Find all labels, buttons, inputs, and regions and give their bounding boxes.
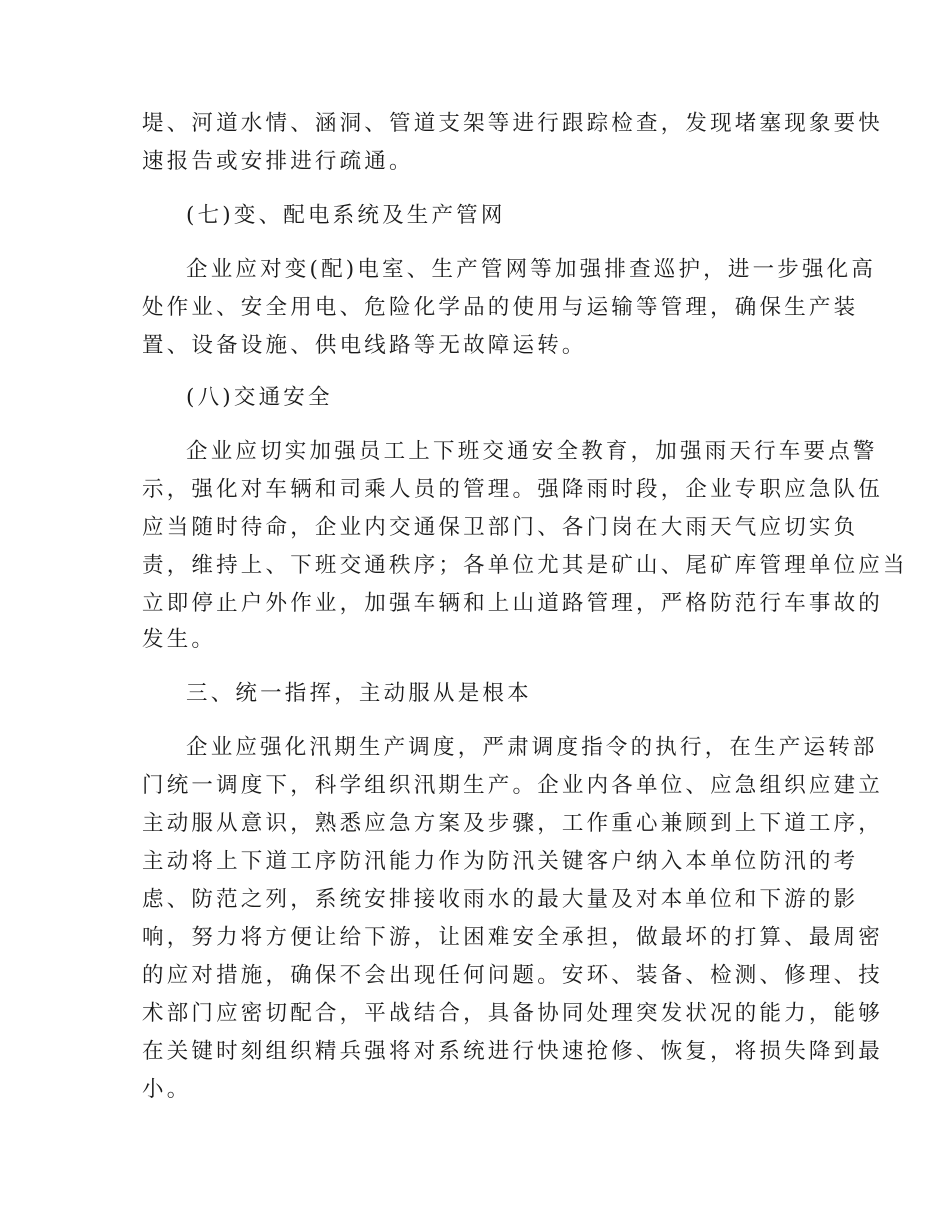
text-line: 堤、河道水情、涵洞、管道支架等进行跟踪检查，发现堵塞现象要快	[142, 111, 884, 136]
text-line: 虑、防范之列，系统安排接收雨水的最大量及对本单位和下游的影	[142, 887, 859, 912]
text-line: 主动服从意识，熟悉应急方案及步骤，工作重心兼顾到上下道工序，	[142, 811, 884, 836]
text-line: 应当随时待命，企业内交通保卫部门、各门岗在大雨天气应切实负	[142, 515, 859, 540]
text-line: 责，维持上、下班交通秩序；各单位尤其是矿山、尾矿库管理单位应当	[142, 553, 908, 578]
text-line: 速报告或安排进行疏通。	[142, 149, 414, 174]
text-line: 主动将上下道工序防汛能力作为防汛关键客户纳入本单位防汛的考	[142, 849, 859, 874]
text-line: 处作业、安全用电、危险化学品的使用与运输等管理，确保生产装	[142, 295, 859, 320]
text-line: 立即停止户外作业，加强车辆和上山道路管理，严格防范行车事故的	[142, 591, 884, 616]
text-line: 示，强化对车辆和司乘人员的管理。强降雨时段，企业专职应急队伍	[142, 477, 884, 502]
text-line: 在关键时刻组织精兵强将对系统进行快速抢修、恢复，将损失降到最	[142, 1039, 884, 1064]
text-line: 企业应对变(配)电室、生产管网等加强排查巡护，进一步强化高	[186, 257, 877, 282]
text-line: 发生。	[142, 627, 217, 652]
text-line: 置、设备设施、供电线路等无故障运转。	[142, 333, 587, 358]
text-line: 企业应切实加强员工上下班交通安全教育，加强雨天行车要点警	[186, 439, 878, 464]
text-line: 术部门应密切配合，平战结合，具备协同处理突发状况的能力，能够	[142, 1001, 884, 1026]
section-heading: (七)变、配电系统及生产管网	[186, 203, 506, 228]
text-line: 门统一调度下，科学组织汛期生产。企业内各单位、应急组织应建立	[142, 773, 884, 798]
text-line: 小。	[142, 1077, 192, 1102]
section-heading: 三、统一指挥，主动服从是根本	[186, 681, 532, 706]
text-line: 的应对措施，确保不会出现任何问题。安环、装备、检测、修理、技	[142, 963, 884, 988]
text-line: 响，努力将方便让给下游，让困难安全承担，做最坏的打算、最周密	[142, 925, 884, 950]
text-line: 企业应强化汛期生产调度，严肃调度指令的执行，在生产运转部	[186, 735, 878, 760]
section-heading: (八)交通安全	[186, 385, 333, 410]
